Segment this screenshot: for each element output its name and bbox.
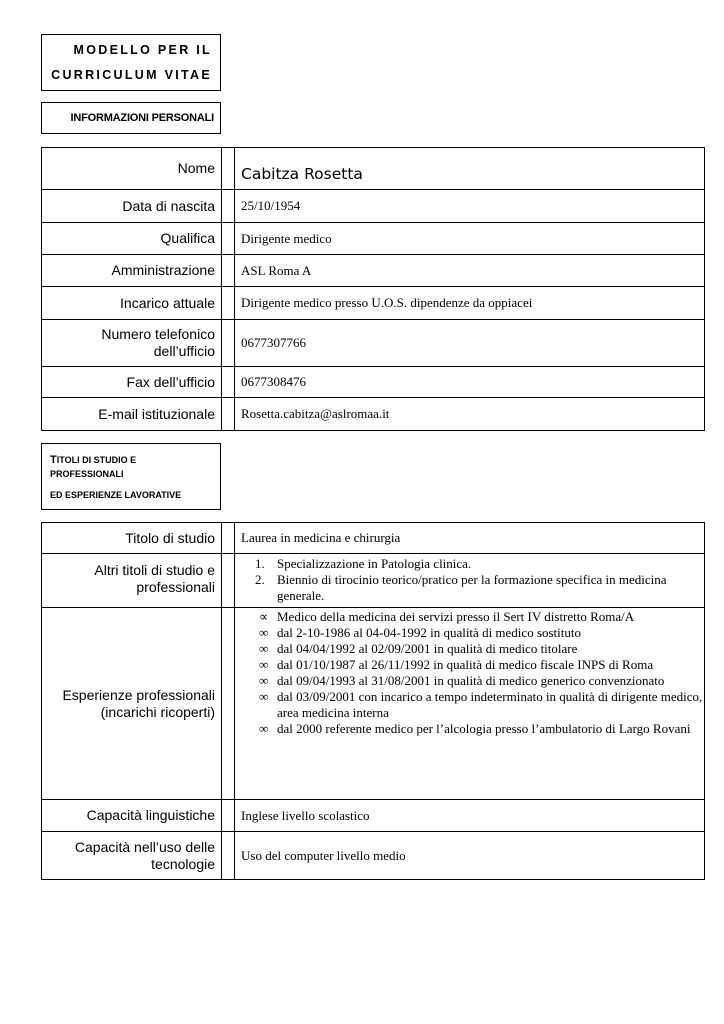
section-titoli-box bbox=[41, 443, 221, 510]
label-telefono-line-1: Numero telefonico bbox=[101, 326, 215, 342]
list-item: ∞ dal 03/09/2001 con incarico a tempo indeterminato in qualità di dirigente medico, area medicina interna bbox=[259, 689, 703, 720]
label-telefono bbox=[42, 320, 222, 367]
label-email: E-mail istituzionale bbox=[42, 398, 222, 431]
value-lingue: Inglese livello scolastico bbox=[235, 800, 705, 832]
list-item: ∞ dal 04/04/1992 al 02/09/2001 in qualità di medico titolare bbox=[259, 641, 578, 656]
label-titolo-studio: Titolo di studio bbox=[42, 523, 222, 554]
section-titoli-line-3: ED ESPERIENZE LAVORATIVE bbox=[50, 490, 182, 500]
section-titoli-line-2: PROFESSIONALI bbox=[50, 469, 124, 479]
altri-titoli-list bbox=[235, 556, 704, 604]
label-qualifica: Qualifica bbox=[42, 223, 222, 255]
row-altri-titoli bbox=[42, 554, 705, 608]
value-tecnologie: Uso del computer livello medio bbox=[235, 832, 705, 880]
cv-title-box bbox=[41, 34, 221, 91]
row-esperienze bbox=[42, 608, 705, 800]
row-fax bbox=[42, 367, 705, 398]
label-amministrazione: Amministrazione bbox=[42, 255, 222, 287]
list-item: ∞ dal 01/10/1987 al 26/11/1992 in qualità di medico fiscale INPS di Roma bbox=[259, 657, 654, 672]
list-item: 1. Specializzazione in Patologia clinica. bbox=[255, 556, 472, 571]
list-item: ∞ dal 09/04/1993 al 31/08/2001 in qualità di medico generico convenzionato bbox=[259, 673, 665, 688]
label-incarico-attuale: Incarico attuale bbox=[42, 287, 222, 320]
list-item: ∞ dal 2-10-1986 al 04-04-1992 in qualità di medico sostituto bbox=[259, 625, 582, 640]
studies-table bbox=[41, 522, 705, 880]
label-altri-titoli-line-2: professionali bbox=[136, 579, 215, 595]
value-data-nascita: 25/10/1954 bbox=[235, 190, 705, 223]
list-item: ∝ Medico della medicina dei servizi presso il Sert IV distretto Roma/A bbox=[259, 609, 635, 624]
label-esperienze bbox=[42, 608, 222, 800]
value-titolo-studio: Laurea in medicina e chirurgia bbox=[235, 523, 705, 554]
row-email bbox=[42, 398, 705, 431]
row-nome bbox=[42, 148, 705, 190]
label-tecnologie-line-2: tecnologie bbox=[151, 855, 215, 872]
label-fax: Fax dell’ufficio bbox=[42, 367, 222, 398]
row-amministrazione bbox=[42, 255, 705, 287]
row-data-nascita bbox=[42, 190, 705, 223]
section-personal-label: INFORMAZIONI PERSONALI bbox=[70, 112, 214, 124]
row-telefono bbox=[42, 320, 705, 367]
personal-info-table bbox=[41, 147, 705, 431]
row-lingue bbox=[42, 800, 705, 832]
list-item: ∞ dal 2000 referente medico per l’alcologia presso l’ambulatorio di Largo Rovani bbox=[259, 721, 691, 736]
value-incarico-attuale: Dirigente medico presso U.O.S. dipendenze da oppiacei bbox=[235, 287, 705, 320]
cv-title-line-2: CURRICULUM VITAE bbox=[51, 68, 212, 82]
value-qualifica: Dirigente medico bbox=[235, 223, 705, 255]
label-telefono-line-2: dell’ufficio bbox=[153, 343, 215, 359]
value-fax: 0677308476 bbox=[235, 367, 705, 398]
value-email: Rosetta.cabitza@aslromaa.it bbox=[235, 398, 705, 431]
label-nome: Nome bbox=[42, 148, 222, 190]
value-altri-titoli bbox=[235, 554, 705, 608]
label-tecnologie-line-1: Capacità nell’uso delle bbox=[74, 838, 215, 855]
label-data-nascita: Data di nascita bbox=[42, 190, 222, 223]
row-tecnologie bbox=[42, 832, 705, 880]
section-titoli-line-1: TITOLI DI STUDIO E bbox=[50, 454, 137, 466]
value-amministrazione: ASL Roma A bbox=[235, 255, 705, 287]
row-titolo-studio bbox=[42, 523, 705, 554]
label-altri-titoli bbox=[42, 554, 222, 608]
row-incarico-attuale bbox=[42, 287, 705, 320]
row-qualifica bbox=[42, 223, 705, 255]
cv-title-line-1: MODELLO PER IL bbox=[73, 43, 212, 57]
value-nome: Cabitza Rosetta bbox=[241, 164, 363, 183]
esperienze-list bbox=[235, 609, 704, 737]
label-lingue: Capacità linguistiche bbox=[42, 800, 222, 832]
label-tecnologie bbox=[42, 832, 222, 880]
label-esperienze-line-2: (incarichi ricoperti) bbox=[100, 703, 215, 720]
value-esperienze bbox=[235, 608, 705, 800]
value-telefono: 0677307766 bbox=[235, 320, 705, 367]
label-altri-titoli-line-1: Altri titoli di studio e bbox=[94, 562, 215, 578]
list-item: 2. Biennio di tirocinio teorico/pratico per la formazione specifica in medicina generale. bbox=[255, 572, 667, 603]
label-esperienze-line-1: Esperienze professionali bbox=[62, 686, 215, 703]
section-personal-box bbox=[41, 102, 221, 134]
